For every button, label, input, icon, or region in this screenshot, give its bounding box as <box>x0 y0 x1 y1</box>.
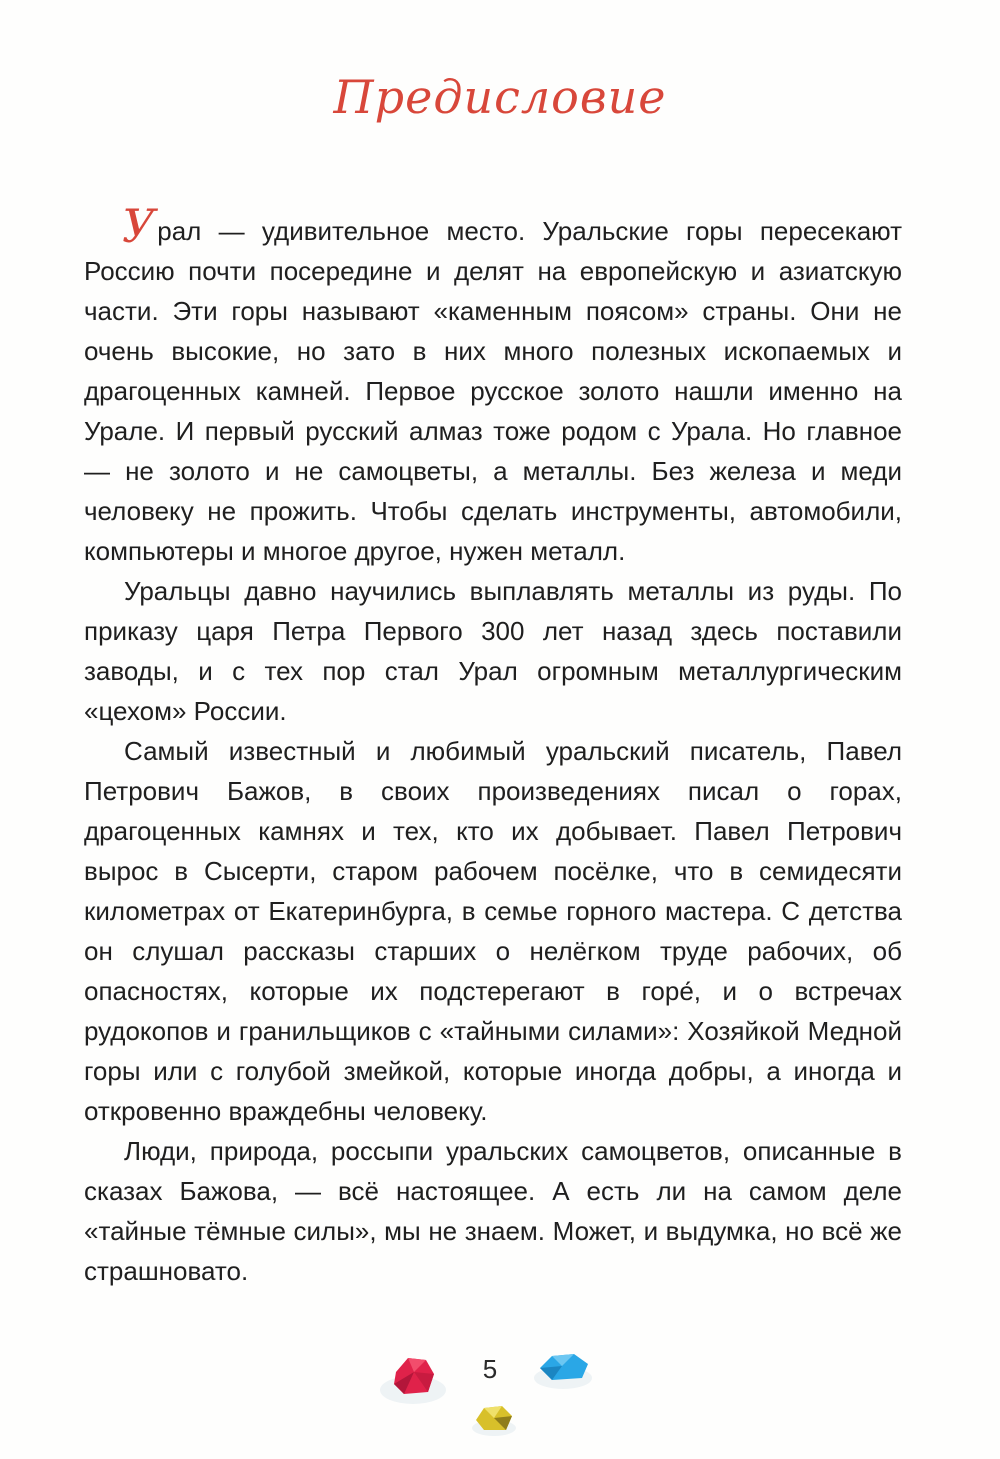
yellow-gem-icon <box>470 1398 518 1438</box>
page-number: 5 <box>482 1354 498 1384</box>
red-gem-icon <box>378 1350 448 1408</box>
paragraph-1 <box>84 199 902 571</box>
paragraph-3: Самый известный и любимый уральский писатель, Павел Петрович Бажов, в своих произведениях писал о горах, драгоценных камнях и тех, кто их добывает. Павел Петрович вырос в Сысерти, старом рабочем посёлке, что в семидесяти километрах от Екатеринбурга, в семье горного мастера. С детства он слушал рассказы старших о нелёгком труде рабочих, об опасностях, которые их подстерегают в горе́, и о встречах рудокопов и гранильщиков с «тайными силами»: Хозяйкой Медной горы или с голубой змейкой, которые иногда добры, а иногда и откровенно враждебны человеку. <box>84 736 902 1126</box>
drop-cap: У <box>122 199 156 253</box>
paragraph-4: Люди, природа, россыпи уральских самоцветов, описанные в сказах Бажова, — всё настоящее. А есть ли на самом деле «тайные тёмные силы», мы не знаем. Может, и выдумка, но всё же страшновато. <box>84 1136 902 1286</box>
paragraph-2: Уральцы давно научились выплавлять металлы из руды. По приказу царя Петра Первого 300 лет назад здесь поставили заводы, и с тех пор стал Урал огромным металлургическим «цехом» России. <box>84 576 902 726</box>
body-text <box>84 199 902 1291</box>
paragraph-1-text: рал — удивительное место. Уральские горы пересекают Россию почти посередине и делят на европейскую и азиатскую части. Эти горы называют «каменным поясом» страны. Они не очень высокие, но зато в них много полезных ископаемых и драгоценных камней. Первое русское золото нашли именно на Урале. И первый русский алмаз тоже родом с Урала. Но главное — не золото и не самоцветы, а металлы. Без железа и меди человеку не прожить. Чтобы сделать инструменты, автомобили, компьютеры и многое другое, нужен металл. <box>84 216 902 566</box>
page-title: Предисловие <box>333 70 667 124</box>
blue-gem-icon <box>532 1348 594 1390</box>
